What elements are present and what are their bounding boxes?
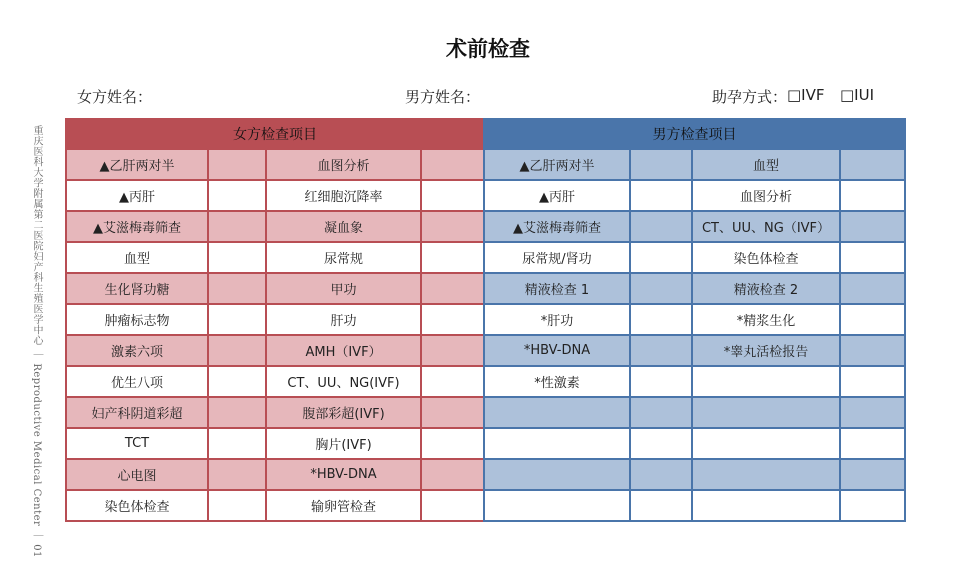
female-row [66,335,484,366]
female-item: 胸片(IVF) [266,428,421,459]
male-check-cell[interactable] [630,335,692,366]
male-item [692,490,840,521]
male-check-cell[interactable] [840,335,905,366]
female-item: 输卵管检查 [266,490,421,521]
male-row [484,211,905,242]
male-row [484,242,905,273]
female-check-cell[interactable] [208,304,266,335]
female-exam-table [65,118,485,522]
female-item: ▲艾滋梅毒筛查 [66,211,208,242]
female-item: 生化肾功糖 [66,273,208,304]
iui-checkbox[interactable]: □IUI [840,86,874,104]
female-item: 妇产科阴道彩超 [66,397,208,428]
female-item: 染色体检查 [66,490,208,521]
male-check-cell[interactable] [630,211,692,242]
female-row [66,180,484,211]
male-item: 精液检查 1 [484,273,630,304]
male-item [692,459,840,490]
male-item: *睾丸活检报告 [692,335,840,366]
female-item: 血型 [66,242,208,273]
female-check-cell[interactable] [421,397,484,428]
male-check-cell[interactable] [840,242,905,273]
female-item: *HBV-DNA [266,459,421,490]
female-check-cell[interactable] [421,428,484,459]
female-row [66,211,484,242]
female-check-cell[interactable] [421,273,484,304]
male-check-cell[interactable] [630,149,692,180]
female-check-cell[interactable] [421,304,484,335]
male-item: *肝功 [484,304,630,335]
female-item: 优生八项 [66,366,208,397]
male-item [484,490,630,521]
female-check-cell[interactable] [208,459,266,490]
female-check-cell[interactable] [421,335,484,366]
male-item: *精浆生化 [692,304,840,335]
male-check-cell[interactable] [840,149,905,180]
male-check-cell[interactable] [630,180,692,211]
female-item: 红细胞沉降率 [266,180,421,211]
female-item: CT、UU、NG(IVF) [266,366,421,397]
male-check-cell[interactable] [840,459,905,490]
female-row [66,397,484,428]
female-check-cell[interactable] [208,149,266,180]
female-row [66,366,484,397]
female-row [66,459,484,490]
ivf-checkbox[interactable]: □IVF [787,86,825,104]
male-name-label: 男方姓名： [405,88,481,106]
male-row [484,459,905,490]
female-check-cell[interactable] [208,242,266,273]
female-name-label: 女方姓名： [77,88,153,106]
female-item: 凝血象 [266,211,421,242]
female-item: 肝功 [266,304,421,335]
male-item: CT、UU、NG（IVF） [692,211,840,242]
female-check-cell[interactable] [421,459,484,490]
male-row [484,428,905,459]
male-check-cell[interactable] [630,242,692,273]
male-check-cell[interactable] [840,490,905,521]
female-check-cell[interactable] [208,397,266,428]
female-check-cell[interactable] [208,366,266,397]
male-check-cell[interactable] [630,366,692,397]
female-item: ▲乙肝两对半 [66,149,208,180]
male-item [484,428,630,459]
male-row [484,366,905,397]
male-item: ▲乙肝两对半 [484,149,630,180]
male-check-cell[interactable] [840,180,905,211]
male-table-header: 男方检查项目 [484,119,905,149]
male-check-cell[interactable] [630,428,692,459]
male-row [484,490,905,521]
male-check-cell[interactable] [630,397,692,428]
female-item: ▲丙肝 [66,180,208,211]
male-check-cell[interactable] [630,304,692,335]
male-item: 精液检查 2 [692,273,840,304]
female-item: 心电图 [66,459,208,490]
female-check-cell[interactable] [421,366,484,397]
female-check-cell[interactable] [421,149,484,180]
male-row [484,273,905,304]
male-item: ▲丙肝 [484,180,630,211]
female-row [66,273,484,304]
female-check-cell[interactable] [208,428,266,459]
female-check-cell[interactable] [421,242,484,273]
male-item [484,459,630,490]
male-item: 染色体检查 [692,242,840,273]
male-row [484,149,905,180]
male-item: 血型 [692,149,840,180]
female-check-cell[interactable] [421,490,484,521]
male-row [484,397,905,428]
male-exam-table [483,118,906,522]
female-item: 肿瘤标志物 [66,304,208,335]
female-item: AMH（IVF） [266,335,421,366]
page-title: 术前检查 [446,37,530,61]
male-row [484,304,905,335]
male-item [692,397,840,428]
male-check-cell[interactable] [630,273,692,304]
male-check-cell[interactable] [840,273,905,304]
female-item: 血图分析 [266,149,421,180]
male-check-cell[interactable] [840,397,905,428]
male-item: *HBV-DNA [484,335,630,366]
female-item: 甲功 [266,273,421,304]
female-row [66,242,484,273]
female-item: 激素六项 [66,335,208,366]
female-row [66,490,484,521]
male-row [484,335,905,366]
side-caption: 重庆医科大学附属第二医院妇产科生殖医学中心 ｜ Reproductive Medical Center ｜ 01 [31,125,42,558]
male-check-cell[interactable] [840,366,905,397]
female-row [66,304,484,335]
female-check-cell[interactable] [208,335,266,366]
female-row [66,428,484,459]
female-item: 腹部彩超(IVF) [266,397,421,428]
female-check-cell[interactable] [421,180,484,211]
male-item [692,366,840,397]
male-check-cell[interactable] [840,304,905,335]
female-row [66,149,484,180]
male-check-cell[interactable] [840,211,905,242]
male-item: 血图分析 [692,180,840,211]
female-table-header: 女方检查项目 [66,119,484,149]
female-check-cell[interactable] [421,211,484,242]
male-item: *性激素 [484,366,630,397]
male-row [484,180,905,211]
assisted-method-label: 助孕方式： [712,88,788,106]
female-check-cell[interactable] [208,490,266,521]
male-check-cell[interactable] [840,428,905,459]
female-check-cell[interactable] [208,211,266,242]
female-item: 尿常规 [266,242,421,273]
female-item: TCT [66,428,208,459]
male-item: 尿常规/肾功 [484,242,630,273]
male-check-cell[interactable] [630,490,692,521]
male-item [484,397,630,428]
male-check-cell[interactable] [630,459,692,490]
female-check-cell[interactable] [208,273,266,304]
male-item: ▲艾滋梅毒筛查 [484,211,630,242]
female-check-cell[interactable] [208,180,266,211]
male-item [692,428,840,459]
